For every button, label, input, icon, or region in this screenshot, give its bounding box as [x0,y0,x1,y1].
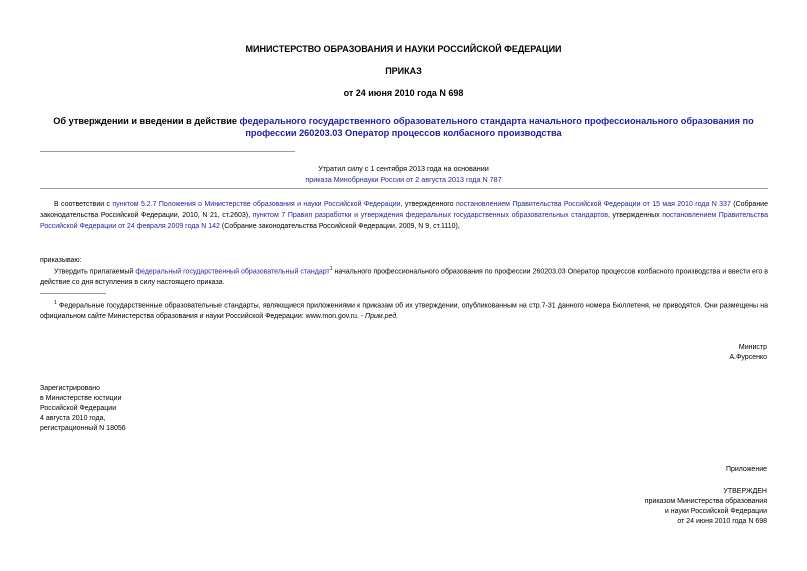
registration-line5: регистрационный N 18056 [40,425,126,432]
status-note-line1: Утратил силу с 1 сентября 2013 года на основании [318,164,489,173]
order-standard-link[interactable]: федеральный государственный образовательный стандарт [135,268,330,276]
preamble-text-3: (Собрание законодательства Российской Федерации, 2010, N 21, ст.2603), [40,201,768,219]
status-note-repeal-link[interactable]: приказа Минобрнауки России от 2 августа 2013 года N 787 [305,175,502,184]
doc-date-number: от 24 июня 2010 года N 698 [343,88,464,98]
document-title [40,115,767,139]
order-text-1: Утвердить прилагаемый [54,268,136,276]
preamble-link-resolution-337[interactable]: постановлением Правительства Российской Федерации от 15 мая 2010 года N 337 [455,201,731,208]
preamble-text-4: , утвержденных [608,212,663,219]
registration-block [40,384,126,434]
preamble-link-rules[interactable]: пунктом 7 Правил разработки и утверждения федеральных государственных образовательных стандартов [252,212,609,219]
preamble-text-5: (Собрание законодательства Российской Федерации, 2009, N 9, ст.1110), [219,223,460,230]
order-text-2: начального профессионального образования по профессии 260203.03 Оператор процессов колбасного производства и ввести его в действие со дня вступления в силу настоящего приказа. [40,268,768,287]
status-rule-bottom [40,188,768,189]
footnote-rule [40,293,106,294]
appendix-line1: приказом Министерства образования [644,498,767,505]
registration-line3: Российской Федерации [40,405,117,412]
preamble-text-1: В соответствии с [54,201,113,208]
preamble-text-2: , утвержденного [400,201,456,208]
footnote-editor-note: Прим.ред. [365,313,399,321]
appendix-line2: и науки Российской Федерации [664,508,767,515]
registration-line4: 4 августа 2010 года, [40,415,106,422]
signature-role: Министр [738,344,767,351]
signature-name: А.Фурсенко [729,354,767,361]
status-rule-top [40,151,295,152]
footnote [40,298,768,322]
title-prefix: Об утверждении и введении в действие [53,116,240,126]
preamble-link-resolution-142[interactable]: постановлением Правительства Российской Федерации от 24 февраля 2009 года N 142 [40,212,768,230]
title-standard-link[interactable]: федерального государственного образовательного стандарта начального профессионального образования по профессии 260203.03 Оператор процессов колбасного производства [239,116,754,138]
appendix-label: Приложение [725,466,767,473]
appendix-block [645,487,767,527]
registration-line2: в Министерстве юстиции [40,395,122,402]
appendix-line3: от 24 июня 2010 года N 698 [677,518,767,525]
order-word: приказываю: [40,257,82,264]
registration-line1: Зарегистрировано [40,385,100,392]
order-paragraph [40,264,768,288]
footnote-mark: 1 [54,300,57,306]
footnote-text: Федеральные государственные образовательные стандарты, являющиеся приложениями к приказам об их утверждении, опубликованным на стр.7-31 данного номера Бюллетеня, не приводятся. Они размещены на официальном сайте Министерства образования и науки Российской Федерации: www.mon.gov.ru. - [40,302,768,321]
appendix-approved: УТВЕРЖДЕН [723,488,767,495]
preamble-link-regulation[interactable]: пунктом 5.2.7 Положения о Министерстве образования и науки Российской Федерации [112,201,401,208]
doc-type-heading: ПРИКАЗ [385,66,422,76]
footnote-ref[interactable]: 1 [329,266,333,272]
ministry-heading: МИНИСТЕРСТВО ОБРАЗОВАНИЯ И НАУКИ РОССИЙСКОЙ ФЕДЕРАЦИИ [245,44,562,54]
preamble-paragraph [40,199,768,232]
